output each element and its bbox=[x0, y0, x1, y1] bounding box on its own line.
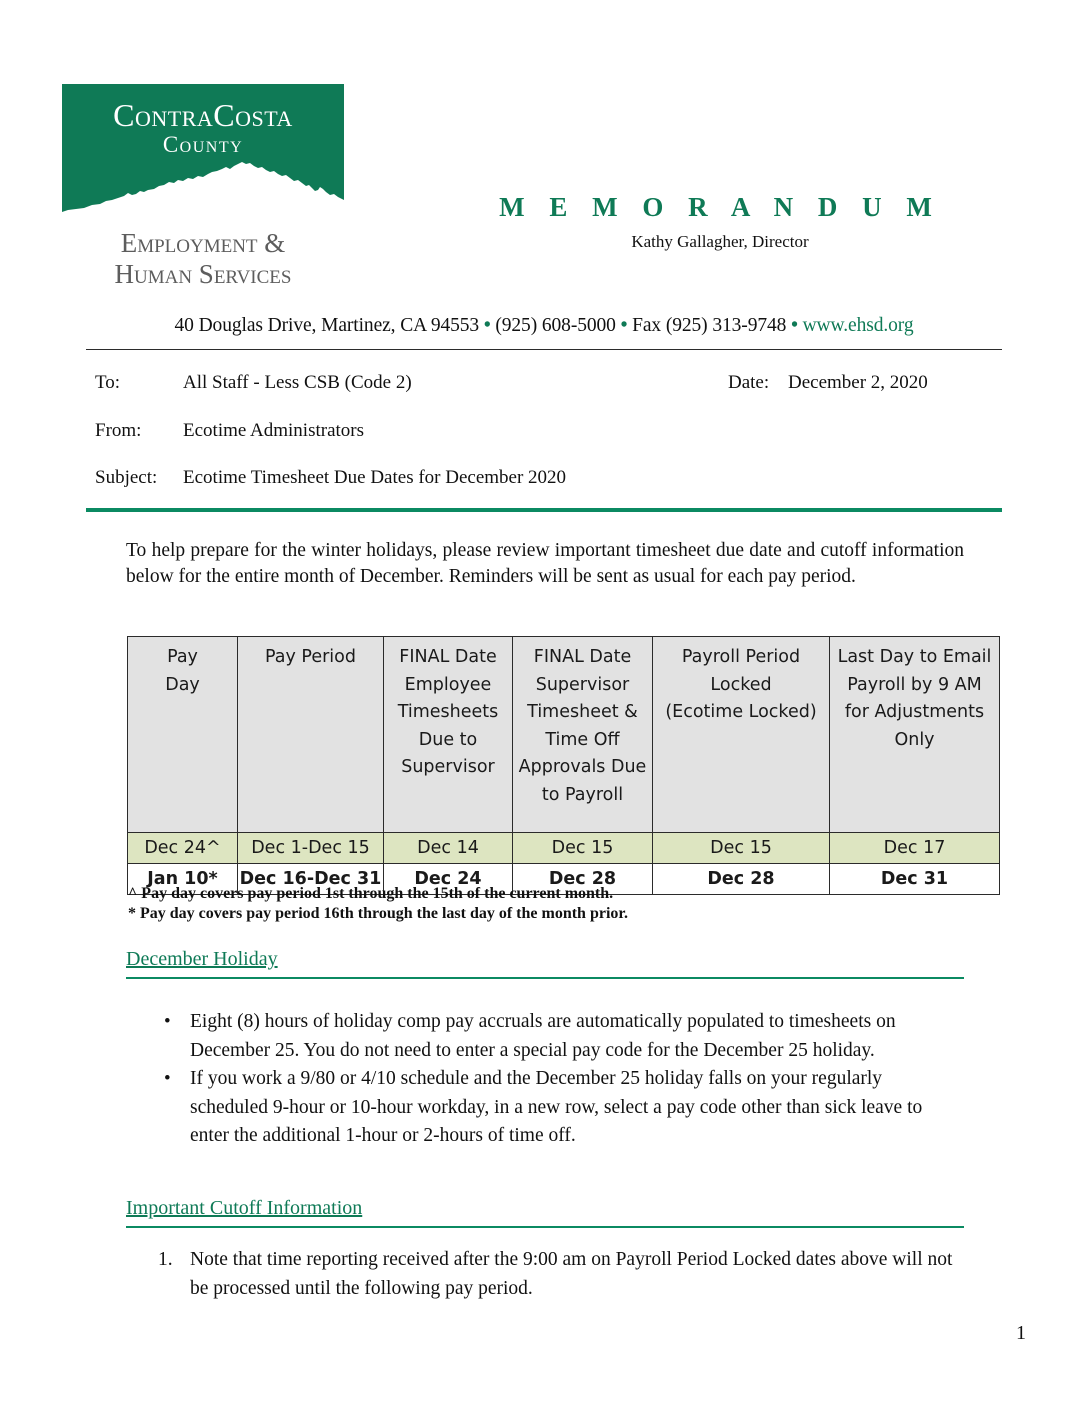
column-header-pay-period: Pay Period bbox=[238, 637, 384, 833]
column-header-pay-day: Pay Day bbox=[128, 637, 238, 833]
important-cutoff-numbered-list bbox=[158, 1246, 970, 1303]
section-heading-important-cutoff: Important Cutoff Information bbox=[126, 1197, 363, 1219]
table-head bbox=[128, 637, 1000, 833]
table-footnotes bbox=[128, 884, 988, 924]
logo-subtitle bbox=[62, 222, 344, 290]
to-value: All Staff - Less CSB (Code 2) bbox=[183, 372, 412, 393]
section-heading-december-holiday: December Holiday bbox=[126, 948, 278, 970]
bullet-glyph-icon: • bbox=[164, 1068, 171, 1089]
logo-subtitle-line2: Human Services bbox=[114, 259, 292, 289]
table-row bbox=[128, 833, 1000, 864]
separator-dot-1: • bbox=[479, 315, 496, 336]
cell-supervisor-due: Dec 15 bbox=[513, 833, 653, 864]
list-item-text: If you work a 9/80 or 4/10 schedule and the December 25 holiday falls on your regularly scheduled 9-hour or 10-hour workday, in a new row, select a pay code other than sick leave to enter the additional 1-hour or 2-hours of time off. bbox=[190, 1068, 923, 1146]
director-name: Kathy Gallagher, Director bbox=[631, 232, 809, 251]
memo-subject-row bbox=[95, 467, 566, 489]
list-item bbox=[158, 1065, 958, 1151]
logo-title-line2: County bbox=[162, 132, 244, 157]
ehsd-logo bbox=[62, 84, 344, 290]
address-fax: Fax (925) 313-9748 bbox=[632, 315, 787, 336]
list-item-text: Note that time reporting received after the 9:00 am on Payroll Period Locked dates above will not be processed until the following pay period. bbox=[190, 1249, 953, 1299]
section-rule-december-holiday bbox=[126, 977, 964, 979]
section-rule-important-cutoff bbox=[126, 1226, 964, 1228]
table-header-row bbox=[128, 637, 1000, 833]
subject-label: Subject: bbox=[95, 467, 158, 488]
column-header-employee-due: FINAL Date Employee Timesheets Due to Supervisor bbox=[384, 637, 513, 833]
mountain-silhouette-icon bbox=[62, 160, 344, 222]
column-header-supervisor-due: FINAL Date Supervisor Timesheet & Time Off Approvals Due to Payroll bbox=[513, 637, 653, 833]
page-number: 1 bbox=[1016, 1322, 1026, 1344]
separator-dot-2: • bbox=[615, 315, 633, 336]
date-value: December 2, 2020 bbox=[788, 372, 928, 393]
logo-title bbox=[62, 84, 344, 158]
memo-from-row bbox=[95, 420, 364, 442]
address-street: 40 Douglas Drive, Martinez, CA 94553 bbox=[174, 315, 480, 336]
december-holiday-bullet-list bbox=[158, 1008, 958, 1151]
intro-paragraph: To help prepare for the winter holidays, please review important timesheet due date and cutoff information below for the entire month of December. Reminders will be sent as usual for each pay period. bbox=[126, 540, 964, 587]
cell-employee-due: Dec 14 bbox=[384, 833, 513, 864]
footnote-asterisk: * Pay day covers pay period 16th through the last day of the month prior. bbox=[128, 905, 629, 922]
memorandum-title: M E M O R A N D U M bbox=[499, 192, 941, 222]
date-label: Date: bbox=[728, 372, 770, 393]
separator-dot-3: • bbox=[786, 315, 803, 336]
cell-last-day-email: Dec 17 bbox=[830, 833, 1000, 864]
cell-pay-period: Dec 16-Dec 31 bbox=[238, 864, 384, 895]
logo-title-line1: ContraCosta bbox=[113, 97, 293, 133]
address-phone: (925) 608-5000 bbox=[495, 315, 616, 336]
memo-date-row bbox=[728, 372, 928, 394]
logo-subtitle-line1: Employment & bbox=[120, 228, 286, 258]
subject-value: Ecotime Timesheet Due Dates for December 2020 bbox=[183, 467, 567, 488]
cell-pay-period: Dec 1-Dec 15 bbox=[238, 833, 384, 864]
cell-pay-day: Jan 10* bbox=[128, 864, 238, 895]
bullet-glyph-icon: • bbox=[164, 1011, 171, 1032]
logo-green-panel bbox=[62, 84, 344, 222]
cell-last-day-email: Dec 31 bbox=[830, 864, 1000, 895]
list-marker: 1. bbox=[158, 1249, 173, 1270]
website-link[interactable]: www.ehsd.org bbox=[802, 315, 914, 336]
cell-employee-due: Dec 24 bbox=[384, 864, 513, 895]
list-item bbox=[158, 1246, 970, 1303]
header-divider-rule bbox=[86, 349, 1002, 350]
to-label: To: bbox=[95, 372, 121, 393]
list-item-text: Eight (8) hours of holiday comp pay accruals are automatically populated to timesheets on December 25. You do not need to enter a special pay code for the December 25 holiday. bbox=[190, 1011, 896, 1061]
cell-supervisor-due: Dec 28 bbox=[513, 864, 653, 895]
meta-divider-rule bbox=[86, 508, 1002, 512]
cell-payroll-locked: Dec 15 bbox=[653, 833, 830, 864]
address-line bbox=[86, 315, 1002, 337]
memo-to-row bbox=[95, 372, 412, 394]
column-header-payroll-locked: Payroll Period Locked (Ecotime Locked) bbox=[653, 637, 830, 833]
timesheet-due-dates-table bbox=[127, 636, 1000, 895]
footnote-caret: ^ Pay day covers pay period 1st through the 15th of the current month. bbox=[128, 885, 614, 902]
from-label: From: bbox=[95, 420, 142, 441]
list-item bbox=[158, 1008, 958, 1065]
from-value: Ecotime Administrators bbox=[183, 420, 365, 441]
cell-pay-day: Dec 24^ bbox=[128, 833, 238, 864]
column-header-last-day-email: Last Day to Email Payroll by 9 AM for Adjustments Only bbox=[830, 637, 1000, 833]
cell-payroll-locked: Dec 28 bbox=[653, 864, 830, 895]
